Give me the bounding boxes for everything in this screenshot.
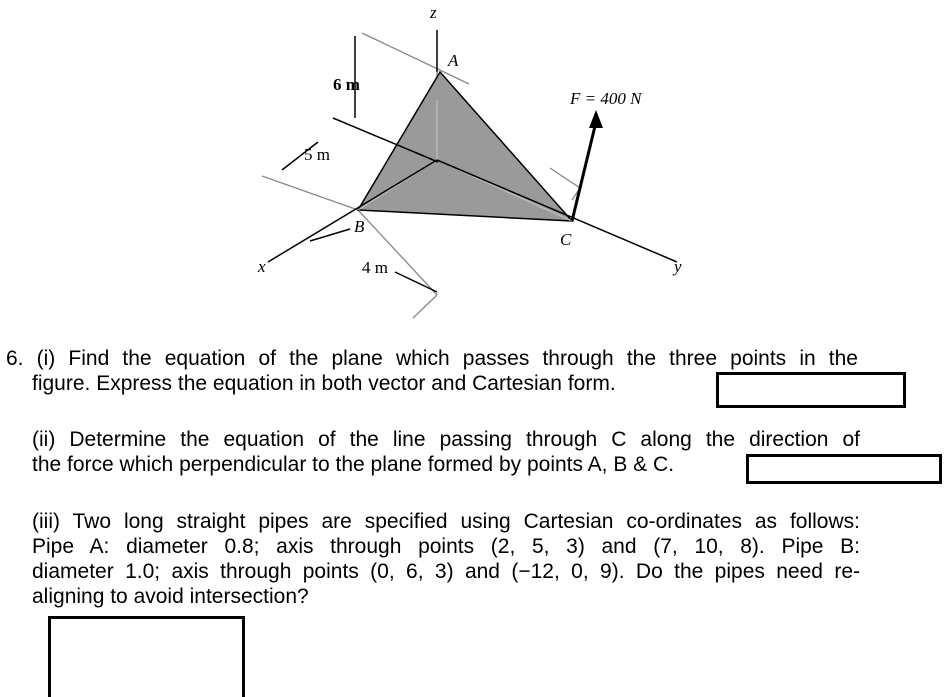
question-3-line-3: diameter 1.0; axis through points (0, 6, 3) and (−12, 0, 9). Do the pipes need re- — [32, 560, 860, 583]
dimension-5m: 5 m — [304, 145, 330, 164]
force-arrow — [572, 110, 603, 221]
force-label: F = 400 N — [570, 89, 642, 108]
question-1-line-2: figure. Express the equation in both vector and Cartesian form. — [32, 372, 616, 395]
plane-abc — [358, 72, 572, 221]
point-a-label: A — [448, 51, 459, 70]
question-3-line-4: aligning to avoid intersection? — [32, 585, 309, 608]
answer-box-2[interactable] — [746, 454, 942, 484]
plane-force-diagram — [0, 0, 947, 330]
z-axis-label: z — [430, 3, 437, 22]
answer-box-3[interactable] — [48, 616, 245, 697]
question-3-line-2: Pipe A: diameter 0.8; axis through points (2, 5, 3) and (7, 10, 8). Pipe B: — [32, 535, 860, 558]
x-axis-label: x — [258, 257, 266, 276]
question-3-line-1: (iii) Two long straight pipes are specified using Cartesian co-ordinates as follows: — [32, 510, 860, 533]
y-axis-label: y — [674, 257, 682, 276]
dimension-6m: 6 m — [333, 75, 360, 94]
point-c-label: C — [560, 230, 572, 249]
question-1-line-1: 6. (i) Find the equation of the plane which passes through the three points in the — [6, 347, 858, 370]
point-b-label: B — [354, 217, 365, 236]
question-2-line-1: (ii) Determine the equation of the line passing through C along the direction of — [32, 428, 860, 451]
dimension-4m: 4 m — [362, 258, 388, 277]
answer-box-1[interactable] — [716, 372, 906, 408]
question-2-line-2: the force which perpendicular to the plane formed by points A, B & C. — [32, 453, 675, 476]
